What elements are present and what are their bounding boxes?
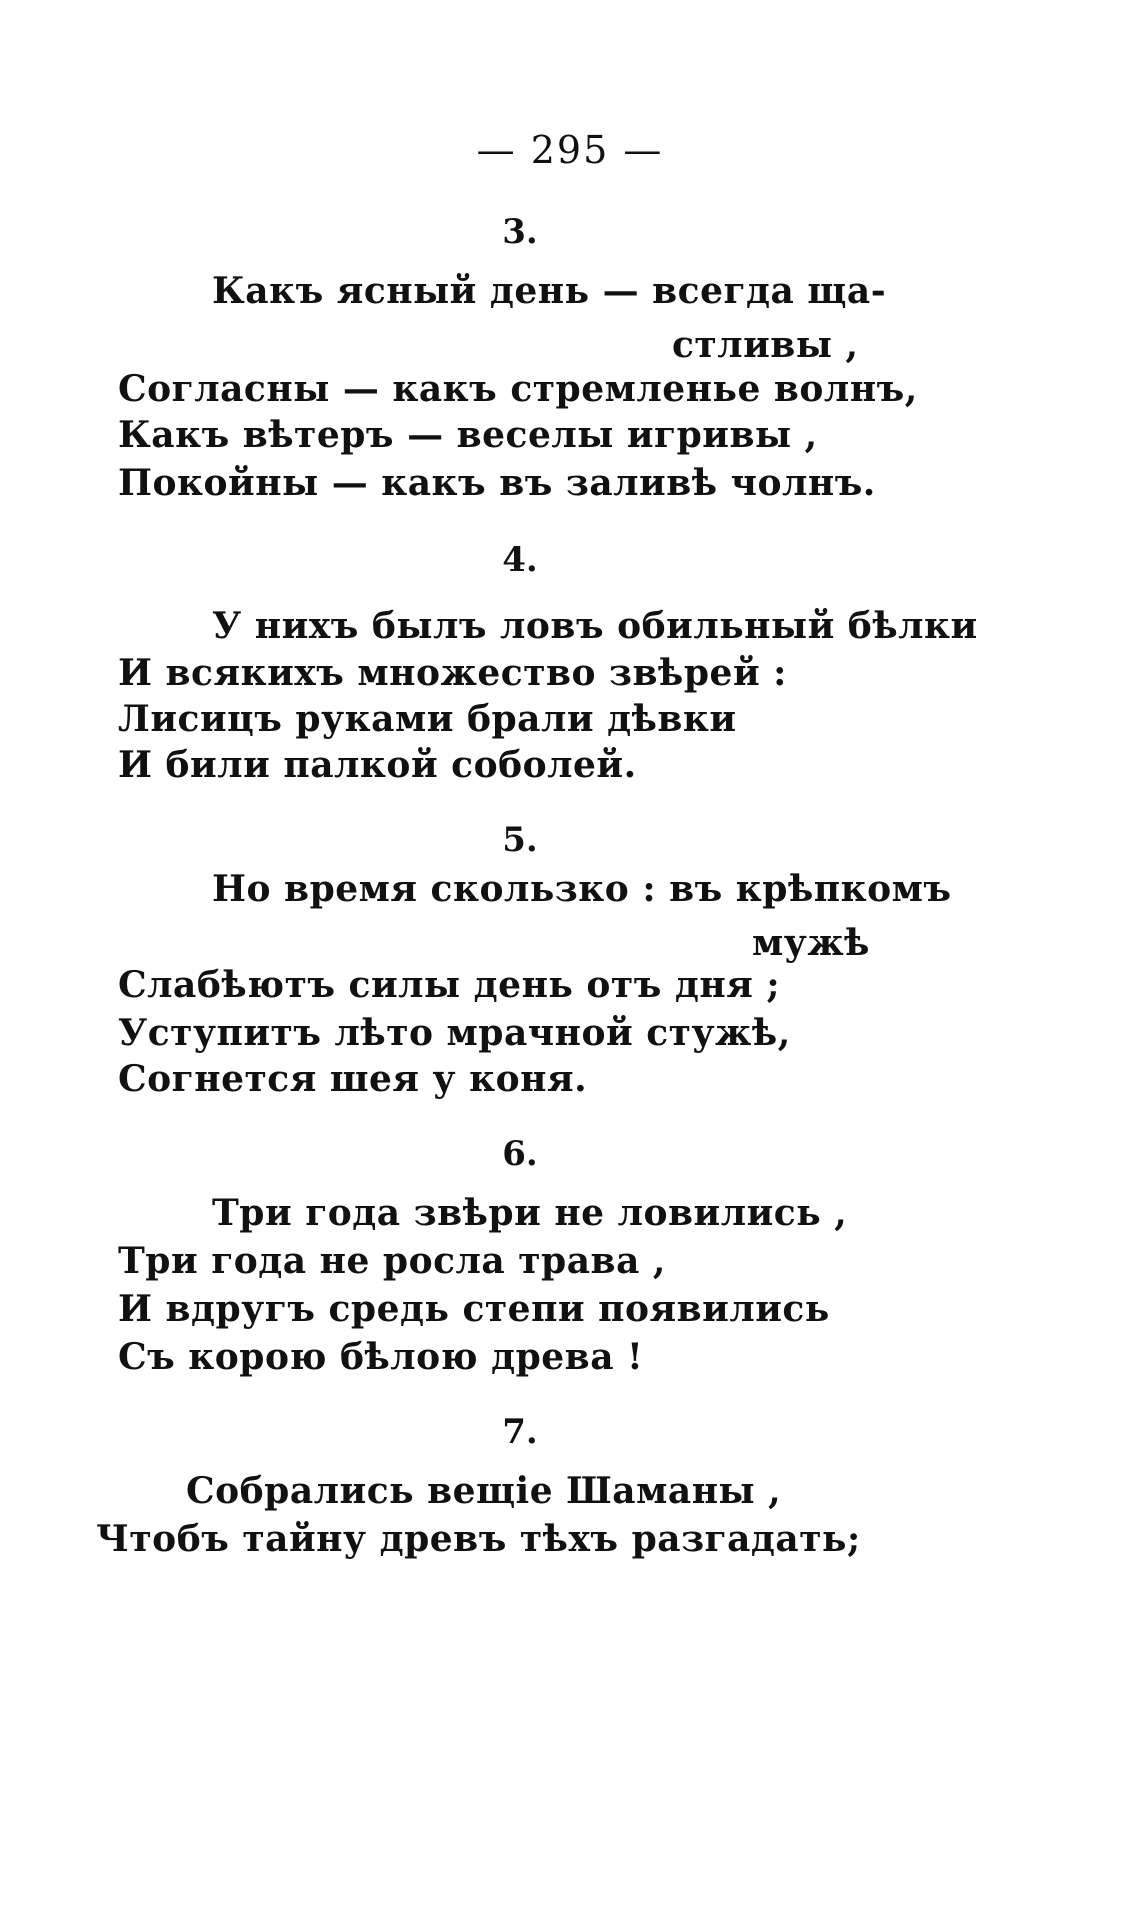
verse-line: Согнется шея у коня. (118, 1058, 588, 1100)
verse-line: Но время скользко : въ крѣпкомъ (212, 868, 952, 910)
verse-line: Какъ вѣтеръ — веселы игривы , (118, 414, 818, 456)
stanza-number: 5. (502, 820, 538, 860)
verse-line: Слабѣютъ силы день отъ дня ; (118, 964, 781, 1006)
stanza-number: 3. (502, 212, 538, 252)
verse-line: И всякихъ множество звѣрей : (118, 652, 787, 694)
verse-line: Съ корою бѣлою древа ! (118, 1336, 644, 1378)
verse-line: Покойны — какъ въ заливѣ чолнъ. (118, 462, 876, 504)
page-number: — 295 — (476, 128, 664, 172)
stanza-number: 6. (502, 1134, 538, 1174)
verse-line: Три года не росла трава , (118, 1240, 666, 1282)
verse-line: Лисицъ руками брали дѣвки (118, 698, 737, 740)
verse-line: И вдругъ средь степи появились (118, 1288, 830, 1330)
verse-line: стливы , (672, 324, 859, 366)
verse-line: Согласны — какъ стремленье волнъ, (118, 368, 918, 410)
verse-line: Три года звѣри не ловились , (212, 1192, 848, 1234)
verse-line: И били палкой соболей. (118, 744, 637, 786)
verse-line: У нихъ былъ ловъ обильный бѣлки (212, 605, 978, 647)
verse-line: Чтобъ тайну древъ тѣхъ разгадать; (96, 1518, 861, 1560)
verse-line: мужѣ (752, 922, 870, 964)
verse-line: Уступитъ лѣто мрачной стужѣ, (118, 1012, 791, 1054)
stanza-number: 7. (502, 1412, 538, 1452)
verse-line: Какъ ясный день — всегда ща- (212, 270, 887, 312)
verse-line: Собрались вещіе Шаманы , (186, 1470, 782, 1512)
stanza-number: 4. (502, 540, 538, 580)
